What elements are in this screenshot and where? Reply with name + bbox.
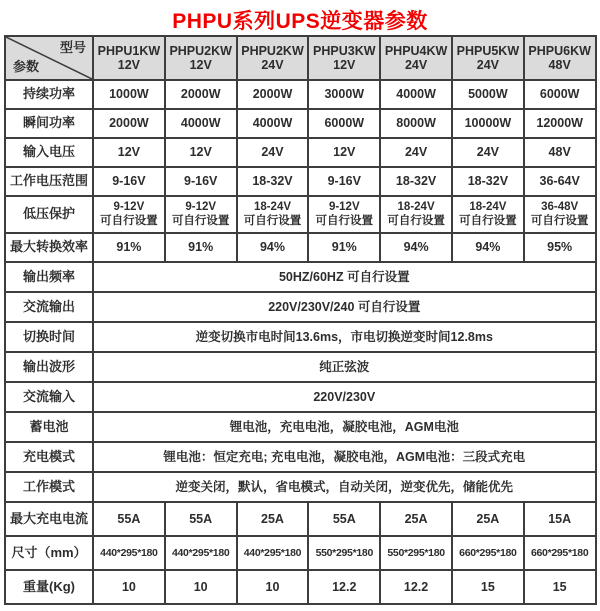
table-row <box>5 167 596 196</box>
range-value: 18-24V <box>397 201 435 214</box>
corner-param-label: 参数 <box>13 59 40 75</box>
cell: 12V <box>308 138 380 167</box>
cell <box>524 196 596 233</box>
cell <box>237 196 309 233</box>
cell: 8000W <box>380 109 452 138</box>
cell: 4000W <box>380 80 452 109</box>
range-value: 9-12V <box>328 201 360 214</box>
cell: 24V <box>452 138 524 167</box>
table-row <box>5 412 596 442</box>
model-voltage: 12V <box>333 58 356 72</box>
cell: 91% <box>165 233 237 262</box>
range-note: 可自行设置 <box>315 214 374 227</box>
row-label: 交流输出 <box>5 292 93 322</box>
row-label: 工作电压范围 <box>5 167 93 196</box>
model-name: PHPU2KW <box>169 43 232 58</box>
cell: 5000W <box>452 80 524 109</box>
row-label: 切换时间 <box>5 322 93 352</box>
range-value: 9-12V <box>185 201 217 214</box>
cell: 4000W <box>165 109 237 138</box>
table-row <box>5 472 596 502</box>
span-cell: 锂电池：恒定充电; 充电电池，凝胶电池，AGM电池：三段式充电 <box>93 442 596 472</box>
row-label: 重量(Kg) <box>5 570 93 604</box>
cell: 91% <box>93 233 165 262</box>
corner-cell <box>5 36 93 80</box>
model-header <box>237 36 309 80</box>
span-cell: 逆变切换市电时间13.6ms，市电切换逆变时间12.8ms <box>93 322 596 352</box>
cell: 10 <box>165 570 237 604</box>
model-voltage: 12V <box>189 58 212 72</box>
table-row <box>5 322 596 352</box>
model-header <box>165 36 237 80</box>
table-row <box>5 570 596 604</box>
cell: 12.2 <box>308 570 380 604</box>
row-label: 充电模式 <box>5 442 93 472</box>
cell <box>165 196 237 233</box>
cell <box>308 196 380 233</box>
cell: 91% <box>308 233 380 262</box>
row-label: 尺寸（mm） <box>5 536 93 570</box>
row-label: 蓄电池 <box>5 412 93 442</box>
range-note: 可自行设置 <box>459 214 517 227</box>
cell: 10 <box>93 570 165 604</box>
cell: 25A <box>380 502 452 536</box>
cell: 55A <box>308 502 380 536</box>
cell: 660*295*180 <box>524 536 596 570</box>
cell: 660*295*180 <box>452 536 524 570</box>
span-cell: 纯正弦波 <box>93 352 596 382</box>
cell: 12V <box>93 138 165 167</box>
cell: 550*295*180 <box>380 536 452 570</box>
model-name: PHPU1KW <box>97 43 161 58</box>
cell: 18-32V <box>452 167 524 196</box>
cell: 94% <box>237 233 309 262</box>
model-name: PHPU5KW <box>456 43 520 58</box>
model-voltage: 48V <box>548 58 571 72</box>
model-name: PHPU6KW <box>528 43 591 58</box>
range-value: 36-48V <box>541 201 579 214</box>
cell: 48V <box>524 138 596 167</box>
cell: 18-32V <box>380 167 452 196</box>
cell: 12V <box>165 138 237 167</box>
cell: 25A <box>452 502 524 536</box>
page-title: PHPU系列UPS逆变器参数 <box>172 10 428 33</box>
range-note: 可自行设置 <box>100 214 158 227</box>
cell: 9-16V <box>308 167 380 196</box>
cell: 3000W <box>308 80 380 109</box>
cell: 10000W <box>452 109 524 138</box>
table-row <box>5 292 596 322</box>
cell: 18-32V <box>237 167 309 196</box>
row-label: 交流输入 <box>5 382 93 412</box>
cell: 15 <box>452 570 524 604</box>
range-value: 18-24V <box>469 201 507 214</box>
model-header <box>452 36 524 80</box>
table-row <box>5 196 596 233</box>
table-row <box>5 109 596 138</box>
table-row <box>5 80 596 109</box>
cell: 15 <box>524 570 596 604</box>
cell: 95% <box>524 233 596 262</box>
range-value: 18-24V <box>253 201 292 214</box>
cell: 9-16V <box>165 167 237 196</box>
model-name: PHPU4KW <box>384 43 448 58</box>
cell: 24V <box>380 138 452 167</box>
cell: 55A <box>93 502 165 536</box>
row-label: 瞬间功率 <box>5 109 93 138</box>
row-label: 持续功率 <box>5 80 93 109</box>
range-note: 可自行设置 <box>530 214 589 227</box>
cell: 550*295*180 <box>308 536 380 570</box>
cell: 15A <box>524 502 596 536</box>
cell: 6000W <box>308 109 380 138</box>
cell: 9-16V <box>93 167 165 196</box>
row-label: 低压保护 <box>5 196 93 233</box>
cell: 25A <box>237 502 309 536</box>
row-label: 最大充电电流 <box>5 502 93 536</box>
model-name: PHPU2KW <box>241 43 304 58</box>
row-label: 输出波形 <box>5 352 93 382</box>
cell: 440*295*180 <box>93 536 165 570</box>
corner-model-label: 型号 <box>59 40 86 55</box>
span-cell: 50HZ/60HZ 可自行设置 <box>93 262 596 292</box>
cell <box>380 196 452 233</box>
table-row <box>5 262 596 292</box>
span-cell: 逆变关闭，默认，省电模式，自动关闭，逆变优先，储能优先 <box>93 472 596 502</box>
table-row <box>5 138 596 167</box>
table-row <box>5 382 596 412</box>
spec-table <box>4 35 597 605</box>
cell: 2000W <box>237 80 309 109</box>
cell: 12000W <box>524 109 596 138</box>
model-header <box>380 36 452 80</box>
model-header <box>524 36 596 80</box>
cell: 440*295*180 <box>237 536 309 570</box>
cell: 94% <box>380 233 452 262</box>
cell: 2000W <box>165 80 237 109</box>
model-voltage: 24V <box>476 58 499 72</box>
row-label: 输入电压 <box>5 138 93 167</box>
model-name: PHPU3KW <box>313 43 376 58</box>
model-voltage: 24V <box>404 58 428 72</box>
cell: 440*295*180 <box>165 536 237 570</box>
range-value: 9-12V <box>113 201 145 214</box>
table-row <box>5 233 596 262</box>
table-row <box>5 502 596 536</box>
range-note: 可自行设置 <box>243 214 302 227</box>
header-row <box>5 36 596 80</box>
cell <box>93 196 165 233</box>
model-header <box>93 36 165 80</box>
cell: 12.2 <box>380 570 452 604</box>
cell: 4000W <box>237 109 309 138</box>
table-row <box>5 442 596 472</box>
cell: 2000W <box>93 109 165 138</box>
range-note: 可自行设置 <box>171 214 230 227</box>
cell: 24V <box>237 138 309 167</box>
cell: 10 <box>237 570 309 604</box>
cell: 55A <box>165 502 237 536</box>
row-label: 输出频率 <box>5 262 93 292</box>
span-cell: 220V/230V <box>93 382 596 412</box>
cell: 1000W <box>93 80 165 109</box>
model-voltage: 24V <box>261 58 284 72</box>
span-cell: 锂电池，充电电池，凝胶电池，AGM电池 <box>93 412 596 442</box>
row-label: 工作模式 <box>5 472 93 502</box>
cell: 94% <box>452 233 524 262</box>
cell <box>452 196 524 233</box>
range-note: 可自行设置 <box>387 214 445 227</box>
table-row <box>5 536 596 570</box>
model-voltage: 12V <box>117 58 141 72</box>
row-label: 最大转换效率 <box>5 233 93 262</box>
cell: 36-64V <box>524 167 596 196</box>
cell: 6000W <box>524 80 596 109</box>
model-header <box>308 36 380 80</box>
table-row <box>5 352 596 382</box>
span-cell: 220V/230V/240 可自行设置 <box>93 292 596 322</box>
